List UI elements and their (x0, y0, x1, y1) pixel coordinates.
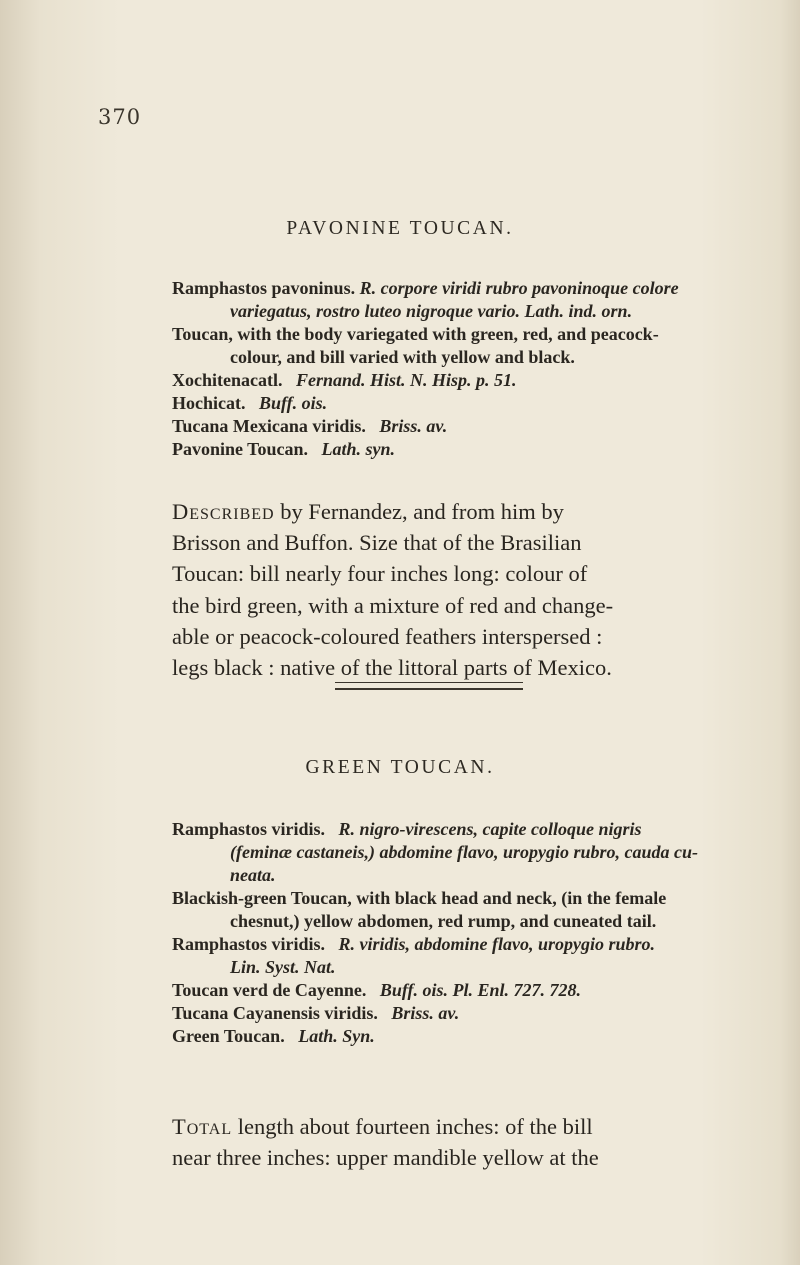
synonymy-green (172, 818, 732, 1048)
synonym-line: neata. (230, 865, 276, 885)
synonym-line: Lin. Syst. Nat. (230, 957, 336, 977)
description-line: near three inches: upper mandible yellow at the (172, 1145, 599, 1171)
synonym-line: Ramphastos viridis. R. nigro-virescens, capite colloque nigris (172, 819, 642, 839)
description-line: Described by Fernandez, and from him by (172, 499, 564, 524)
synonym-line: colour, and bill varied with yellow and black. (230, 347, 575, 367)
synonymy-pavonine (172, 277, 732, 461)
synonym-line: Pavonine Toucan. Lath. syn. (172, 439, 396, 459)
lead-word: Total (172, 1114, 233, 1139)
synonym-line: Ramphastos viridis. R. viridis, abdomine flavo, uropygio rubro. (172, 934, 656, 954)
section-title-pavonine: PAVONINE TOUCAN. (286, 218, 514, 239)
synonym-line: Ramphastos pavoninus. R. corpore viridi rubro pavoninoque colore (172, 278, 679, 298)
synonym-line: variegatus, rostro luteo nigroque vario. Lath. ind. orn. (230, 301, 633, 321)
section-title-green: GREEN TOUCAN. (305, 757, 495, 778)
synonym-line: Tucana Cayanensis viridis. Briss. av. (172, 1003, 460, 1023)
description-line: Total length about fourteen inches: of the bill (172, 1114, 593, 1139)
description-line: legs black : native of the littoral parts of Mexico. (172, 655, 612, 681)
synonym-line: (feminæ castaneis,) abdomine flavo, uropygio rubro, cauda cu- (230, 842, 698, 862)
description-pavonine (172, 496, 742, 683)
description-green (172, 1111, 742, 1173)
section-divider (335, 682, 523, 690)
synonym-line: chesnut,) yellow abdomen, red rump, and cuneated tail. (230, 911, 657, 931)
lead-word: Described (172, 499, 275, 524)
synonym-line: Tucana Mexicana viridis. Briss. av. (172, 416, 448, 436)
synonym-line: Xochitenacatl. Fernand. Hist. N. Hisp. p. 51. (172, 370, 517, 390)
description-line: Toucan: bill nearly four inches long: colour of (172, 561, 588, 587)
synonym-line: Hochicat. Buff. ois. (172, 393, 328, 413)
description-line: the bird green, with a mixture of red and change- (172, 592, 614, 618)
synonym-line: Blackish-green Toucan, with black head and neck, (in the female (172, 888, 667, 908)
page-number: 370 (98, 105, 142, 129)
synonym-line: Toucan, with the body variegated with green, red, and peacock- (172, 324, 659, 344)
synonym-line: Green Toucan. Lath. Syn. (172, 1026, 375, 1046)
description-line: able or peacock-coloured feathers interspersed : (172, 623, 603, 649)
description-line: Brisson and Buffon. Size that of the Brasilian (172, 530, 582, 556)
synonym-line: Toucan verd de Cayenne. Buff. ois. Pl. Enl. 727. 728. (172, 980, 582, 1000)
